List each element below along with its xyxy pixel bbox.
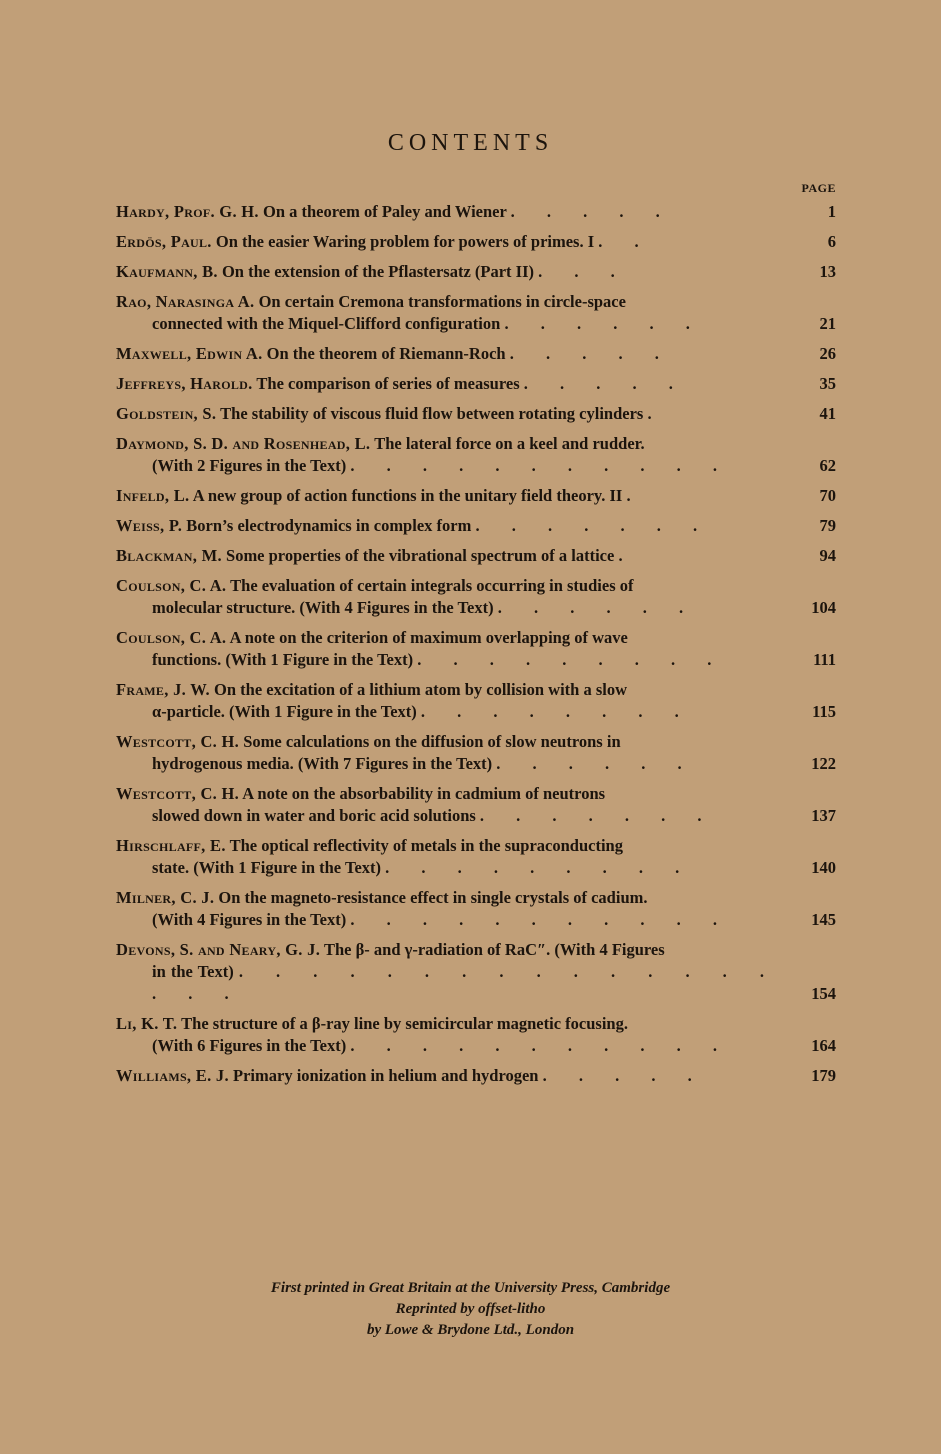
leader-dots: . . . . . [509, 344, 673, 363]
entry-line [116, 1065, 778, 1087]
entry-author: Rao, Narasinga A. [116, 292, 255, 311]
entry-author: Milner, C. J. [116, 888, 215, 907]
page-title: CONTENTS [387, 130, 554, 156]
entry-title: slowed down in water and boric acid solutions [152, 806, 476, 825]
entry-page-number: 94 [819, 546, 836, 565]
leader-dots: . . . . . [523, 374, 687, 393]
leader-dots: . . . . . . [504, 314, 704, 333]
entry-title: α-particle. (With 1 Figure in the Text) [152, 702, 417, 721]
entry-line [116, 261, 778, 283]
entry-title: The comparison of series of measures [256, 374, 520, 393]
entry-author: Erdös, Paul. [116, 232, 212, 251]
contents-entry [116, 1065, 836, 1087]
imprint-line: by Lowe & Brydone Ltd., London [366, 1322, 575, 1338]
entry-line [116, 373, 778, 395]
entry-line [116, 939, 778, 961]
entry-author: Weiss, P. [116, 516, 183, 535]
entry-author: Frame, J. W. [116, 680, 210, 699]
entry-line [116, 961, 778, 1005]
entry-title: The optical reflectivity of metals in the supraconducting [229, 836, 623, 855]
leader-dots: . . . . . [510, 202, 674, 221]
entry-line [116, 835, 778, 857]
entry-line [116, 909, 778, 931]
entry-page-number: 137 [811, 806, 836, 825]
entry-author: Jeffreys, Harold. [116, 374, 253, 393]
entry-author: Maxwell, Edwin A. [116, 344, 263, 363]
entry-line [116, 575, 778, 597]
entry-author: Hardy, Prof. G. H. [116, 202, 259, 221]
entry-page-number: 115 [812, 702, 836, 721]
leader-dots: . . . . . . . . . . . [350, 910, 731, 929]
imprint [0, 1278, 941, 1341]
entry-page-number: 179 [811, 1066, 836, 1085]
imprint-line: Reprinted by offset-litho [395, 1301, 546, 1317]
leader-dots: . . . [538, 262, 629, 281]
entry-title: hydrogenous media. (With 7 Figures in the Text) [152, 754, 493, 773]
leader-dots: . . . . . . . [475, 516, 712, 535]
leader-dots: . [647, 404, 666, 423]
entry-title: The β- and γ-radiation of RaC″. (With 4 Figures [323, 940, 665, 959]
leader-dots: . . . . . . . . [420, 702, 693, 721]
contents-entry [116, 403, 836, 425]
entry-line [116, 857, 778, 879]
leader-dots: . . . . . [542, 1066, 706, 1085]
entry-line [116, 1035, 778, 1057]
entry-page-number: 13 [819, 262, 836, 281]
entry-page-number: 41 [819, 404, 836, 423]
entry-line [116, 887, 778, 909]
entry-title: Some calculations on the diffusion of slow neutrons in [243, 732, 621, 751]
leader-dots: . . . . . . . . . [417, 650, 726, 669]
entry-title: functions. (With 1 Figure in the Text) [152, 650, 414, 669]
contents-list [116, 201, 836, 1095]
contents-entry [116, 731, 836, 775]
page-column-header: PAGE [801, 181, 836, 195]
entry-line [116, 291, 778, 313]
entry-author: Westcott, C. H. [116, 732, 240, 751]
contents-entry [116, 291, 836, 335]
entry-title: The structure of a β-ray line by semicircular magnetic focusing. [181, 1014, 628, 1033]
entry-page-number: 6 [827, 232, 836, 251]
entry-line [116, 485, 778, 507]
entry-title: A new group of action functions in the unitary field theory. II [192, 486, 623, 505]
entry-line [116, 731, 778, 753]
entry-author: Devons, S. and Neary, G. J. [116, 940, 321, 959]
entry-author: Daymond, S. D. and Rosenhead, L. [116, 434, 371, 453]
leader-dots: . [626, 486, 645, 505]
entry-title: connected with the Miquel-Clifford configuration [152, 314, 501, 333]
contents-entry [116, 201, 836, 223]
entry-line [116, 545, 778, 567]
contents-entry [116, 545, 836, 567]
entry-title: On the magneto-resistance effect in single crystals of cadium. [218, 888, 648, 907]
entry-title: (With 2 Figures in the Text) [152, 456, 347, 475]
entry-title: The stability of viscous fluid flow between rotating cylinders [220, 404, 644, 423]
entry-line [116, 201, 778, 223]
entry-page-number: 21 [819, 314, 836, 333]
entry-title: state. (With 1 Figure in the Text) [152, 858, 382, 877]
contents-entry [116, 485, 836, 507]
entry-page-number: 79 [819, 516, 836, 535]
entry-page-number: 1 [827, 202, 836, 221]
entry-page-number: 35 [819, 374, 836, 393]
entry-author: Williams, E. J. [116, 1066, 229, 1085]
leader-dots: . . . . . . . . . [385, 858, 694, 877]
entry-title: On the excitation of a lithium atom by collision with a slow [214, 680, 627, 699]
leader-dots: . . . . . . [496, 754, 696, 773]
entry-title: The evaluation of certain integrals occurring in studies of [230, 576, 634, 595]
entry-title: Some properties of the vibrational spectrum of a lattice [226, 546, 615, 565]
contents-entry [116, 939, 836, 1005]
entry-page-number: 140 [811, 858, 836, 877]
entry-line [116, 313, 778, 335]
entry-page-number: 26 [819, 344, 836, 363]
entry-title: (With 6 Figures in the Text) [152, 1036, 347, 1055]
entry-line [116, 649, 778, 671]
entry-title: On a theorem of Paley and Wiener [262, 202, 507, 221]
entry-line [116, 679, 778, 701]
leader-dots: . . . . . . . . . . . . . . . . . . [152, 962, 779, 1003]
entry-line [116, 343, 778, 365]
entry-line [116, 597, 778, 619]
contents-entry [116, 1013, 836, 1057]
entry-line [116, 433, 778, 455]
entry-page-number: 104 [811, 598, 836, 617]
leader-dots: . . . . . . [497, 598, 698, 617]
entry-author: Goldstein, S. [116, 404, 217, 423]
imprint-line: First printed in Great Britain at the University Press, Cambridge [270, 1280, 671, 1296]
entry-page-number: 70 [819, 486, 836, 505]
entry-line [116, 231, 778, 253]
entry-page-number: 111 [813, 650, 836, 669]
entry-line [116, 783, 778, 805]
contents-entry [116, 433, 836, 477]
leader-dots: . . . . . . . . . . . [350, 1036, 731, 1055]
entry-page-number: 122 [811, 754, 836, 773]
entry-author: Westcott, C. H. [116, 784, 240, 803]
contents-entry [116, 373, 836, 395]
contents-entry [116, 575, 836, 619]
contents-entry [116, 835, 836, 879]
entry-title: Primary ionization in helium and hydrogen [233, 1066, 539, 1085]
contents-entry [116, 231, 836, 253]
entry-title: The lateral force on a keel and rudder. [374, 434, 645, 453]
contents-entry [116, 627, 836, 671]
entry-page-number: 164 [811, 1036, 836, 1055]
entry-title: On certain Cremona transformations in circle-space [258, 292, 626, 311]
entry-page-number: 154 [811, 984, 836, 1003]
entry-line [116, 627, 778, 649]
entry-title: (With 4 Figures in the Text) [152, 910, 347, 929]
contents-entry [116, 515, 836, 537]
contents-entry [116, 783, 836, 827]
leader-dots: . . . . . . . . . . . [350, 456, 731, 475]
contents-entry [116, 343, 836, 365]
entry-author: Hirschlaff, E. [116, 836, 226, 855]
entry-title: On the extension of the Pflastersatz (Part II) [221, 262, 534, 281]
contents-entry [116, 261, 836, 283]
entry-author: Blackman, M. [116, 546, 222, 565]
entry-author: Infeld, L. [116, 486, 190, 505]
entry-title: A note on the criterion of maximum overlapping of wave [229, 628, 628, 647]
entry-page-number: 62 [819, 456, 836, 475]
entry-title: in the Text) [152, 962, 234, 981]
entry-line [116, 1013, 778, 1035]
entry-author: Li, K. T. [116, 1014, 178, 1033]
contents-entry [116, 679, 836, 723]
entry-title: Born’s electrodynamics in complex form [186, 516, 472, 535]
leader-dots: . . . . . . . [479, 806, 716, 825]
entry-line [116, 403, 778, 425]
entry-page-number: 145 [811, 910, 836, 929]
leader-dots: . [618, 546, 637, 565]
entry-line [116, 753, 778, 775]
entry-line [116, 701, 778, 723]
entry-author: Coulson, C. A. [116, 628, 227, 647]
entry-author: Kaufmann, B. [116, 262, 218, 281]
entry-title: On the easier Waring problem for powers of primes. I [215, 232, 595, 251]
leader-dots: . . [598, 232, 653, 251]
entry-title: A note on the absorbability in cadmium of neutrons [242, 784, 606, 803]
entry-author: Coulson, C. A. [116, 576, 227, 595]
entry-line [116, 515, 778, 537]
entry-title: molecular structure. (With 4 Figures in the Text) [152, 598, 494, 617]
entry-line [116, 455, 778, 477]
contents-entry [116, 887, 836, 931]
entry-title: On the theorem of Riemann-Roch [266, 344, 506, 363]
entry-line [116, 805, 778, 827]
